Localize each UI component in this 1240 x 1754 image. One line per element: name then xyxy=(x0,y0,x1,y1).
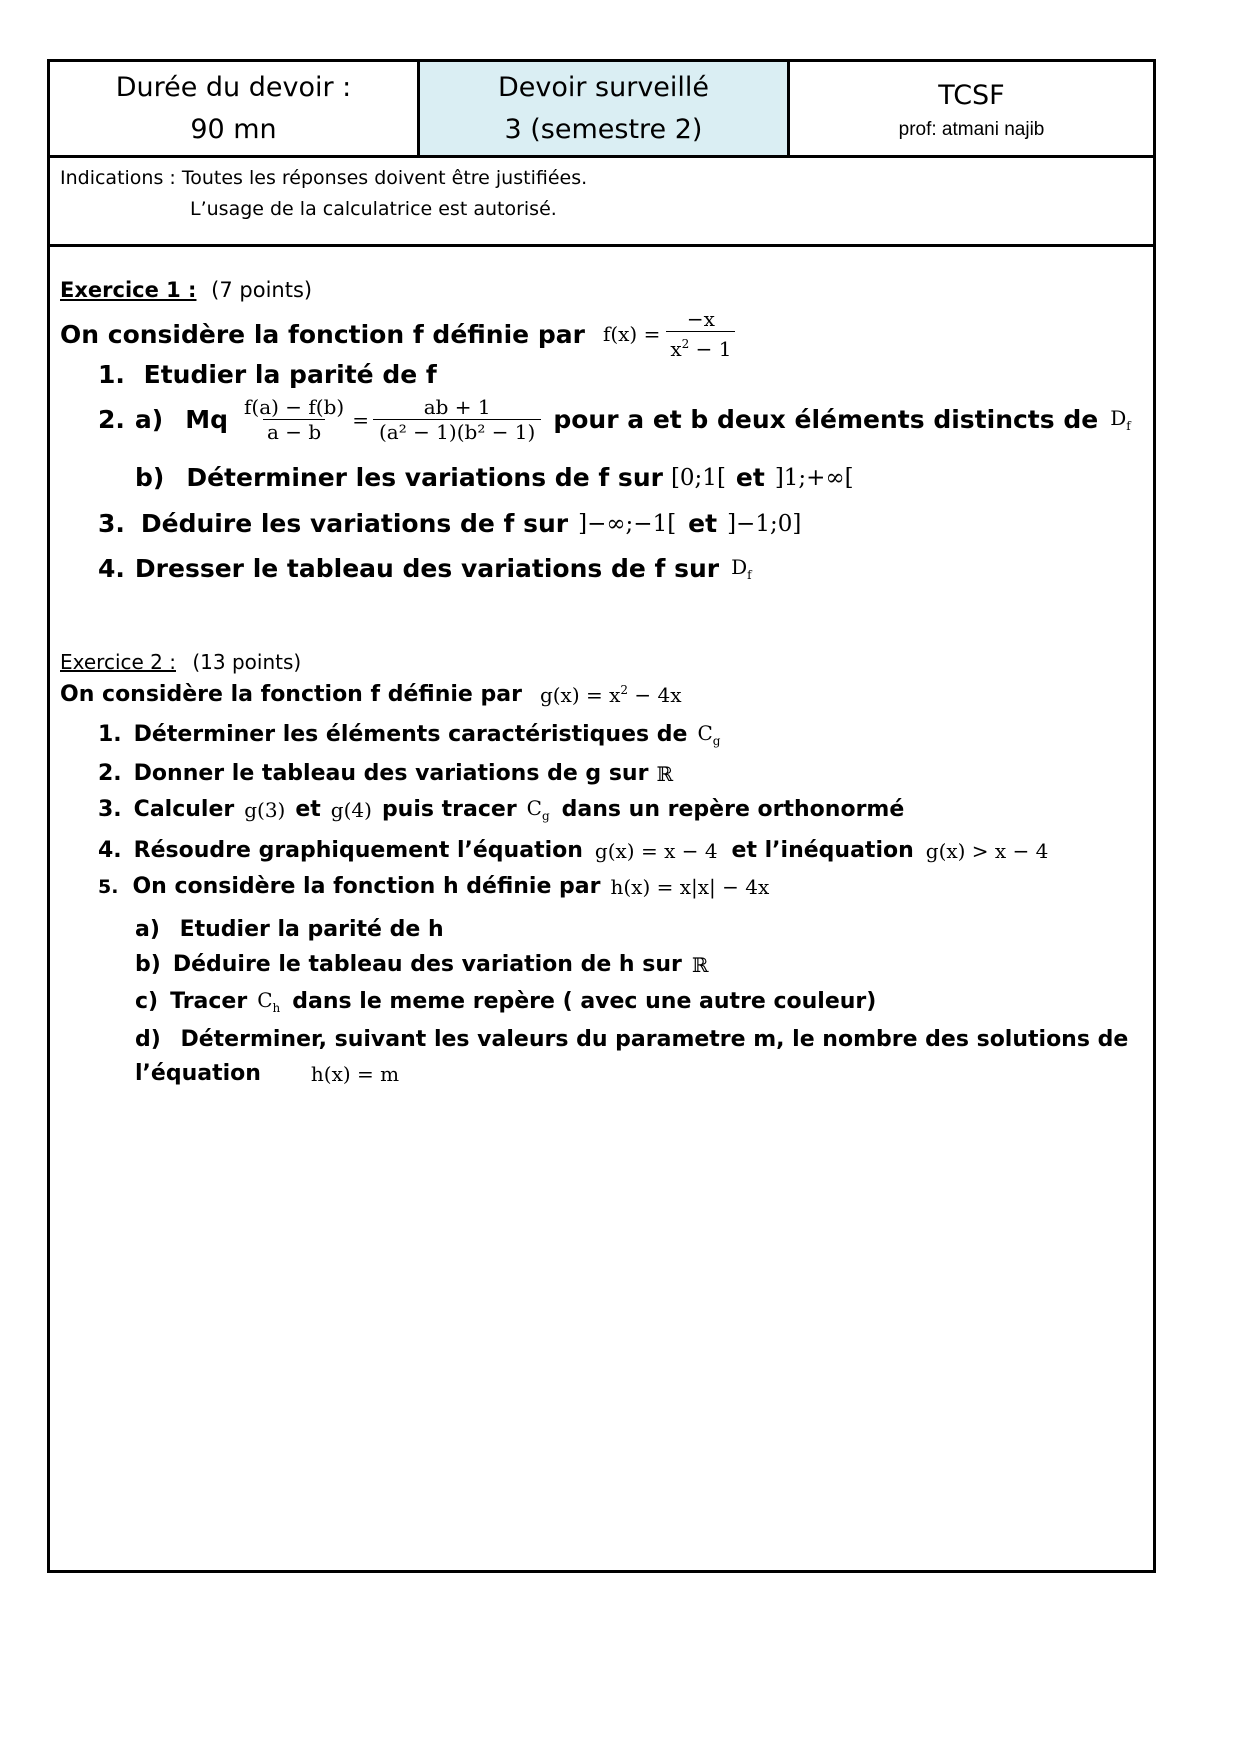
q2a-set xyxy=(1110,406,1131,433)
ex1-q3-number: 3. xyxy=(98,509,125,538)
ex1-question-2b xyxy=(135,463,854,492)
ex2-q4-inequation: g(x) > x − 4 xyxy=(925,838,1049,863)
q2a-text: pour a et b deux éléments distincts de xyxy=(553,405,1099,434)
ex2-q5-text: On considère la fonction h définie par xyxy=(132,874,601,899)
ex2-question-3 xyxy=(98,796,904,823)
ex1-question-1 xyxy=(98,360,437,389)
ex1-q3-interval-2: ]−1;0] xyxy=(727,510,802,537)
ex2-q3-number: 3. xyxy=(98,797,122,822)
ex2-question-5d xyxy=(135,1027,1128,1052)
title-cell xyxy=(420,62,790,155)
ex2-question-5 xyxy=(98,874,769,899)
ex1-q2a-label: a) xyxy=(134,405,164,434)
ex1-q3-et: et xyxy=(688,509,718,538)
ex2-q5b-label: b) xyxy=(135,952,161,977)
ex2-q5b-text: Déduire le tableau des variation de h sur xyxy=(172,952,682,977)
exercise-2-intro-text: On considère la fonction f définie par xyxy=(60,682,522,707)
ex2-q5c-tracer: Tracer xyxy=(170,989,248,1014)
ex2-q5d-equation: h(x) = m xyxy=(310,1061,400,1086)
indications-block xyxy=(50,158,1153,247)
ex2-q5c-label: c) xyxy=(135,989,159,1014)
ex1-q2b-label: b) xyxy=(135,463,165,492)
ex2-q2-text: Donner le tableau des variations de g sur xyxy=(133,761,649,786)
f-definition-lhs: f(x) = xyxy=(602,322,661,346)
ex1-q4-number: 4. xyxy=(98,554,125,583)
ex2-q3-repere: dans un repère orthonormé xyxy=(561,797,905,822)
ex2-question-1 xyxy=(98,721,720,748)
ex2-q3-curve-letter: C xyxy=(526,796,542,820)
ex2-question-5c xyxy=(135,988,876,1015)
ex2-q3-curve-sub: g xyxy=(541,809,550,823)
ex2-q5d-equation-label: l’équation xyxy=(135,1061,261,1086)
ex2-q3-et: et xyxy=(295,797,321,822)
ex2-q5-number: 5. xyxy=(98,875,119,898)
ex2-q5a-text: Etudier la parité de h xyxy=(179,917,444,942)
exercise-1-intro-text: On considère la fonction f définie par xyxy=(60,319,585,349)
ex1-q2a-mq: Mq xyxy=(185,405,228,434)
g-definition: $g(x) = x^2 - 4x$ xyxy=(539,682,682,707)
ex1-q2-number: 2. xyxy=(98,405,125,434)
ex2-q3-g4: g(4) xyxy=(330,797,372,822)
ex2-q3-tracer: puis tracer xyxy=(381,797,517,822)
ex2-q1-curve-sub: g xyxy=(712,734,721,748)
ex2-q4-equation: g(x) = x − 4 xyxy=(594,838,718,863)
exam-frame xyxy=(47,59,1156,1573)
exercise-2-intro xyxy=(60,682,682,707)
f-denominator: $x^2 - 1$ xyxy=(666,331,735,361)
ex2-question-2 xyxy=(98,761,673,786)
exercise-1-points: (7 points) xyxy=(211,278,313,302)
exercise-2-heading xyxy=(60,650,301,674)
exercise-2-points: (13 points) xyxy=(192,650,302,674)
ex1-q3-interval-1: ]−∞;−1[ xyxy=(578,510,677,537)
ex2-q5d-text: Déterminer, suivant les valeurs du parametre m, le nombre des solutions de xyxy=(180,1027,1129,1052)
q2a-rhs-numerator: ab + 1 xyxy=(423,395,491,419)
ex2-question-5d-line2 xyxy=(135,1061,399,1086)
ex1-q1-text: Etudier la parité de f xyxy=(143,360,437,389)
exercise-1-title: Exercice 1 : xyxy=(60,278,197,302)
exam-subtitle: 3 (semestre 2) xyxy=(504,113,703,145)
q2a-set-letter: D xyxy=(1110,406,1127,430)
ex1-q3-text: Déduire les variations de f sur xyxy=(140,509,569,538)
f-numerator: −x xyxy=(686,307,715,331)
duration-label: Durée du devoir : xyxy=(115,71,352,103)
q2a-lhs-numerator: f(a) − f(b) xyxy=(243,395,345,419)
g-def-b: − 4x xyxy=(628,682,682,707)
ex2-q5c-curve-letter: C xyxy=(257,988,273,1012)
exercise-1-intro xyxy=(60,307,735,361)
ex2-q1-curve-letter: C xyxy=(697,721,713,745)
q2a-lhs-denominator: a − b xyxy=(263,419,325,444)
ex2-q4-text-a: Résoudre graphiquement l’équation xyxy=(133,838,583,863)
ex2-q3-calculer: Calculer xyxy=(133,797,235,822)
ex2-q1-number: 1. xyxy=(98,722,122,747)
ex1-q2b-interval-2: ]1;+∞[ xyxy=(774,464,854,491)
f-definition-fraction xyxy=(666,307,735,361)
ex1-q4-set xyxy=(731,555,752,582)
ex1-q4-set-sub: f xyxy=(747,568,752,582)
ex2-q5-h-definition: h(x) = x|x| − 4x xyxy=(610,874,770,899)
ex2-q5c-curve-sub: h xyxy=(272,1001,281,1015)
f-den-rest: − 1 xyxy=(689,337,732,361)
class-cell xyxy=(790,62,1153,155)
ex1-q4-text: Dresser le tableau des variations de f sur xyxy=(134,554,720,583)
ex2-q3-curve xyxy=(527,796,550,823)
ex1-q1-number: 1. xyxy=(98,360,125,389)
ex1-question-2a xyxy=(98,395,1131,444)
q2a-rhs-fraction xyxy=(373,395,541,444)
ex1-question-4 xyxy=(98,554,752,583)
ex2-q4-text-b: et l’inéquation xyxy=(731,838,914,863)
ex1-q2b-text: Déterminer les variations de f sur xyxy=(186,463,663,492)
g-def-a: g(x) = x xyxy=(539,682,621,707)
ex2-q1-text: Déterminer les éléments caractéristiques de xyxy=(133,722,688,747)
q2a-rhs-denominator: (a² − 1)(b² − 1) xyxy=(373,419,541,444)
ex1-q4-set-letter: D xyxy=(731,555,748,579)
ex2-q4-number: 4. xyxy=(98,838,122,863)
exercise-1-heading xyxy=(60,278,312,302)
ex2-q3-g3: g(3) xyxy=(244,797,286,822)
duration-cell xyxy=(50,62,420,155)
ex1-question-3 xyxy=(98,509,801,538)
ex2-q5a-label: a) xyxy=(135,917,160,942)
q2a-lhs-fraction xyxy=(240,395,348,444)
ex2-q5b-set: ℝ xyxy=(691,952,709,977)
teacher-name: prof: atmani najib xyxy=(898,118,1045,140)
class-name: TCSF xyxy=(938,79,1005,111)
exam-title: Devoir surveillé xyxy=(497,71,710,103)
ex2-question-4 xyxy=(98,838,1048,863)
ex1-q2b-interval-1: [0;1[ xyxy=(670,464,726,491)
ex2-q5d-label: d) xyxy=(135,1027,161,1052)
exam-header xyxy=(50,62,1153,158)
indications-line-1: Indications : Toutes les réponses doivent être justifiées. xyxy=(60,167,588,189)
ex2-q1-curve xyxy=(697,721,720,748)
q2a-set-sub: f xyxy=(1126,419,1131,433)
ex2-q2-set: ℝ xyxy=(656,761,674,786)
ex2-q2-number: 2. xyxy=(98,761,122,786)
ex2-question-5b xyxy=(135,952,708,977)
q2a-equals: = xyxy=(352,407,369,432)
ex2-question-5a xyxy=(135,917,444,942)
exercise-2-title: Exercice 2 : xyxy=(60,650,176,674)
ex1-q2b-et: et xyxy=(735,463,765,492)
duration-value: 90 mn xyxy=(190,113,277,145)
indications-line-2: L’usage de la calculatrice est autorisé. xyxy=(190,198,557,220)
ex2-q5c-text: dans le meme repère ( avec une autre couleur) xyxy=(292,989,877,1014)
ex2-q5c-curve xyxy=(257,988,280,1015)
f-den-base: x xyxy=(670,337,682,361)
